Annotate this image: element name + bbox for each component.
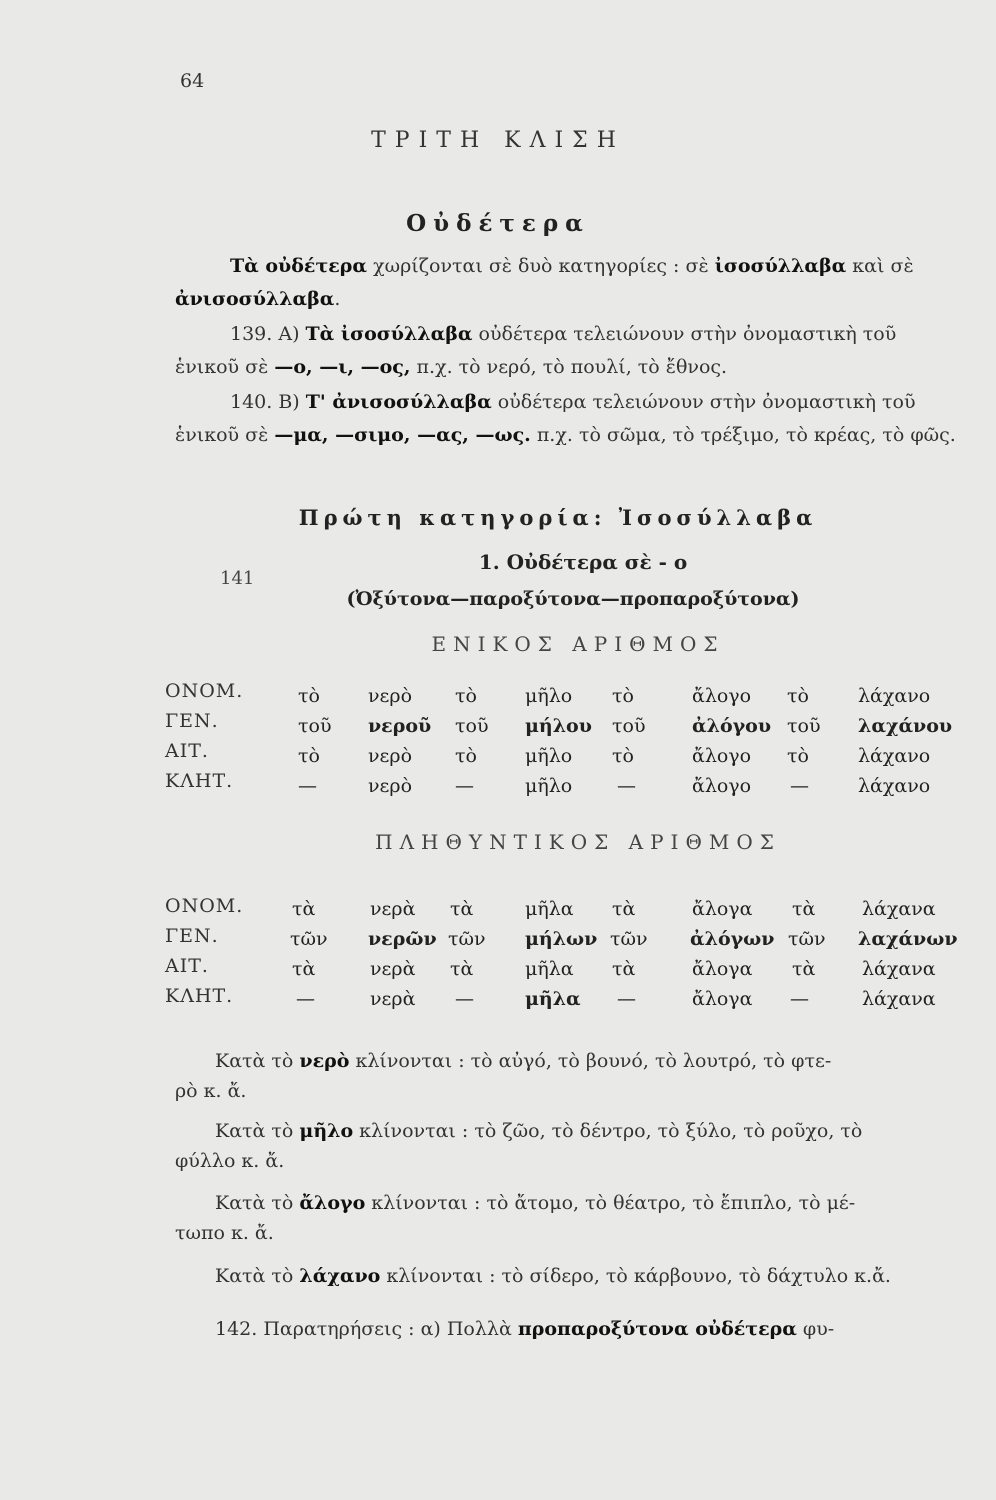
case-label: ΓΕΝ. xyxy=(165,710,219,732)
case-label: ΑΙΤ. xyxy=(165,955,209,977)
case-label: ΓΕΝ. xyxy=(165,925,219,947)
subheading-endings: 1. Οὐδέτερα σὲ - ο xyxy=(478,550,688,574)
noun-cell: μῆλα xyxy=(525,988,581,1010)
example-model-word: λάχανο xyxy=(299,1265,381,1287)
example-prefix: Κατὰ τὸ xyxy=(215,1050,300,1072)
example-line xyxy=(215,1265,891,1287)
rule-139-lead: Τὰ ἰσοσύλλαβα xyxy=(305,323,473,345)
article-cell: τὰ xyxy=(792,958,816,980)
intro-paragraph xyxy=(175,250,965,316)
example-list: κλίνονται : τὸ ζῶο, τὸ δέντρο, τὸ ξύλο, τὸ ροῦχο, τὸ xyxy=(353,1120,863,1142)
article-cell: — xyxy=(296,988,315,1010)
rule-140-text-1: οὐδέτερα τελειώνουν στὴν ὀνομαστικὴ τοῦ ἑνικοῦ σὲ xyxy=(175,391,916,446)
example-prefix: Κατὰ τὸ xyxy=(215,1265,300,1287)
article-cell: — xyxy=(617,775,636,797)
rule-140-lead: Τ' ἀνισοσύλλαβα xyxy=(305,391,492,413)
intro-term-2: ἀνισοσύλλαβα xyxy=(175,288,335,310)
noun-cell: νερῶν xyxy=(368,928,437,950)
rule-139-endings: —ο, —ι, —ος, xyxy=(274,356,411,378)
case-label: ΚΛΗΤ. xyxy=(165,985,234,1007)
noun-cell: ἄλογα xyxy=(692,988,753,1010)
noun-cell: μήλου xyxy=(525,715,592,737)
note-142 xyxy=(215,1318,834,1340)
example-model-word: μῆλο xyxy=(299,1120,354,1142)
intro-lead: Τὰ οὐδέτερα xyxy=(230,255,368,277)
article-cell: τὸ xyxy=(298,685,320,707)
article-cell: — xyxy=(790,988,809,1010)
example-list: κλίνονται : τὸ αὐγό, τὸ βουνό, τὸ λουτρό, τὸ φτε- xyxy=(349,1050,832,1072)
singular-heading: ΕΝΙΚΟΣ ΑΡΙΘΜΟΣ xyxy=(431,632,725,656)
noun-cell: νερὰ xyxy=(370,958,416,980)
section-number: 141 xyxy=(220,568,255,589)
noun-cell: ἄλογα xyxy=(692,958,753,980)
example-continuation: φύλλο κ. ἄ. xyxy=(175,1150,285,1172)
note-142-term: προπαροξύτονα οὐδέτερα xyxy=(517,1318,797,1340)
article-cell: τοῦ xyxy=(455,715,489,737)
noun-cell: ἀλόγου xyxy=(692,715,772,737)
article-cell: τοῦ xyxy=(612,715,646,737)
article-cell: τοῦ xyxy=(298,715,332,737)
article-cell: τῶν xyxy=(788,928,826,950)
noun-cell: λάχανα xyxy=(862,988,936,1010)
example-model-word: ἄλογο xyxy=(299,1192,366,1214)
rule-140-paragraph xyxy=(175,386,965,452)
plural-heading: ΠΛΗΘΥΝΤΙΚΟΣ ΑΡΙΘΜΟΣ xyxy=(375,830,781,854)
article-cell: τὰ xyxy=(612,958,636,980)
example-model-word: νερὸ xyxy=(299,1050,350,1072)
noun-cell: λαχάνου xyxy=(858,715,953,737)
intro-text-2: καὶ σὲ xyxy=(846,255,914,277)
article-cell: τὰ xyxy=(292,898,316,920)
rule-139-number: 139. Α) xyxy=(230,323,300,345)
case-label: ΚΛΗΤ. xyxy=(165,770,234,792)
neuter-heading: Οὐδέτερα xyxy=(406,210,590,237)
example-prefix: Κατὰ τὸ xyxy=(215,1120,300,1142)
noun-cell: μῆλο xyxy=(525,745,573,767)
article-cell: τὰ xyxy=(612,898,636,920)
article-cell: τῶν xyxy=(610,928,648,950)
rule-139-text-1: οὐδέτερα τελειώνουν στὴν ὀνομαστικὴ τοῦ ἑνικοῦ σὲ xyxy=(175,323,897,378)
article-cell: — xyxy=(455,775,474,797)
article-cell: τὰ xyxy=(450,898,474,920)
subheading-accent-types: (Ὀξύτονα—παροξύτονα—προπαροξύτονα) xyxy=(346,588,800,610)
rule-139-text-2: π.χ. τὸ νερό, τὸ πουλί, τὸ ἔθνος. xyxy=(410,356,728,378)
noun-cell: νερὸ xyxy=(368,775,413,797)
case-label: ΟΝΟΜ. xyxy=(165,680,244,702)
noun-cell: λάχανο xyxy=(858,745,931,767)
example-line xyxy=(215,1192,855,1214)
category-heading: Πρώτη κατηγορία: Ἰσοσύλλαβα xyxy=(298,505,818,530)
article-cell: τὸ xyxy=(787,745,809,767)
article-cell: τὸ xyxy=(612,745,634,767)
noun-cell: ἀλόγων xyxy=(690,928,775,950)
example-continuation: τωπο κ. ἄ. xyxy=(175,1222,274,1244)
noun-cell: ἄλογα xyxy=(692,898,753,920)
intro-text-1: χωρίζονται σὲ δυὸ κατηγορίες : σὲ xyxy=(367,255,715,277)
article-cell: τὸ xyxy=(455,745,477,767)
article-cell: — xyxy=(298,775,317,797)
example-continuation: ρὸ κ. ἄ. xyxy=(175,1080,247,1102)
page-number: 64 xyxy=(180,70,205,92)
noun-cell: ἄλογο xyxy=(692,775,752,797)
noun-cell: ἄλογο xyxy=(692,685,752,707)
note-142-tail: φυ- xyxy=(796,1318,835,1340)
example-prefix: Κατὰ τὸ xyxy=(215,1192,300,1214)
example-list: κλίνονται : τὸ ἄτομο, τὸ θέατρο, τὸ ἔπιπλο, τὸ μέ- xyxy=(365,1192,856,1214)
example-line xyxy=(215,1050,831,1072)
rule-140-text-2: π.χ. τὸ σῶμα, τὸ τρέξιμο, τὸ κρέας, τὸ φῶς. xyxy=(530,424,956,446)
article-cell: τῶν xyxy=(290,928,328,950)
example-line xyxy=(215,1120,862,1142)
article-cell: τὰ xyxy=(792,898,816,920)
noun-cell: νεροῦ xyxy=(368,715,432,737)
article-cell: — xyxy=(617,988,636,1010)
noun-cell: μῆλα xyxy=(525,958,574,980)
article-cell: τοῦ xyxy=(787,715,821,737)
intro-term-1: ἰσοσύλλαβα xyxy=(714,255,847,277)
article-cell: τὸ xyxy=(455,685,477,707)
rule-140-endings: —μα, —σιμο, —ας, —ως. xyxy=(274,424,531,446)
noun-cell: μῆλα xyxy=(525,898,574,920)
rule-140-number: 140. Β) xyxy=(230,391,300,413)
noun-cell: λαχάνων xyxy=(858,928,958,950)
article-cell: τὸ xyxy=(787,685,809,707)
noun-cell: μῆλο xyxy=(525,685,573,707)
noun-cell: νερὸ xyxy=(368,685,413,707)
noun-cell: λάχανο xyxy=(858,685,931,707)
article-cell: — xyxy=(455,988,474,1010)
noun-cell: ἄλογο xyxy=(692,745,752,767)
noun-cell: νερὰ xyxy=(370,898,416,920)
declension-heading: ΤΡΙΤΗ ΚΛΙΣΗ xyxy=(371,128,625,153)
note-142-number: 142. xyxy=(215,1318,258,1340)
case-label: ΟΝΟΜ. xyxy=(165,895,244,917)
noun-cell: μῆλο xyxy=(525,775,573,797)
article-cell: τὸ xyxy=(298,745,320,767)
article-cell: τὰ xyxy=(292,958,316,980)
article-cell: τῶν xyxy=(448,928,486,950)
article-cell: — xyxy=(790,775,809,797)
noun-cell: νερὸ xyxy=(368,745,413,767)
noun-cell: λάχανα xyxy=(862,898,936,920)
noun-cell: λάχανο xyxy=(858,775,931,797)
noun-cell: νερὰ xyxy=(370,988,416,1010)
article-cell: τὰ xyxy=(450,958,474,980)
intro-text-3: . xyxy=(334,288,341,310)
noun-cell: λάχανα xyxy=(862,958,936,980)
rule-139-paragraph xyxy=(175,318,965,384)
example-list: κλίνονται : τὸ σίδερο, τὸ κάρβουνο, τὸ δάχτυλο κ.ἄ. xyxy=(380,1265,891,1287)
note-142-label: Παρατηρήσεις : α) Πολλὰ xyxy=(257,1318,518,1340)
article-cell: τὸ xyxy=(612,685,634,707)
noun-cell: μήλων xyxy=(525,928,598,950)
case-label: ΑΙΤ. xyxy=(165,740,209,762)
